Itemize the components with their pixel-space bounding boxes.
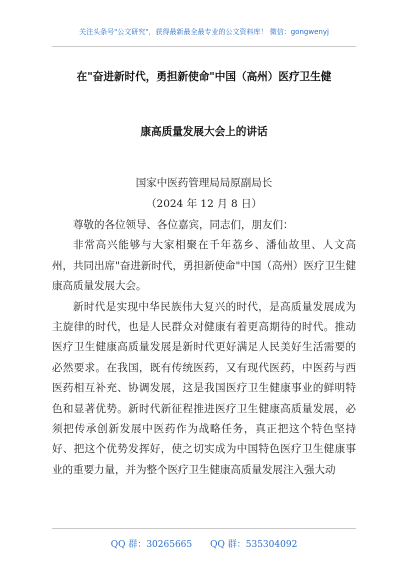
document-title-line-1: 在"奋进新时代，勇担新使命"中国（高州）医疗卫生健 xyxy=(76,71,332,83)
speech-date: （2024 年 12 月 8 日） xyxy=(146,198,262,210)
greeting-paragraph: 尊敬的各位领导、各位嘉宾，同志们，朋友们： xyxy=(73,219,294,231)
body-paragraph: 新时代是实现中华民族伟大复兴的时代，是高质量发展成为主旋律的时代，也是人民群众对健康有着更高期待的时代。推动医疗卫生健康高质量发展是新时代更好满足人民美好生活需要的必然要求。在我国，既有传统医药，又有现代医药，中医药与西医药相互补充、协调发展，这是我国医疗卫生健康事业的鲜明特色和显著优势。新时代新征程推进医疗卫生健康高质量发展，必须把传承创新发展中医药作为战略任务，真正把这个特色坚持好、把这个优势发挥好，使之切实成为中国特色医疗卫生健康事业的重要力量，并为整个医疗卫生健康高质量发展注入强大动 xyxy=(52,300,356,476)
footer-qq-group-2: QQ 群：535304092 xyxy=(210,540,298,550)
header-banner: 关注头条号"公文研究"，获得最新最全最专业的公文资料库！ 微信：gongwenyj xyxy=(79,28,329,36)
document-title-line-2: 康高质量发展大会上的讲话 xyxy=(140,126,268,138)
body-paragraph: 非常高兴能够与大家相聚在千年荔乡、潘仙故里、人文高州，共同出席"奋进新时代，勇担新使命"中国（高州）医疗卫生健康高质量发展大会。 xyxy=(52,239,356,293)
speaker-title: 国家中医药管理局局原副局长 xyxy=(135,177,273,189)
footer-qq-group-1: QQ 群：30265665 xyxy=(110,540,193,550)
footer-contacts xyxy=(0,537,408,550)
speech-body xyxy=(52,215,356,480)
footer-divider xyxy=(52,528,356,529)
header-divider xyxy=(52,46,356,47)
